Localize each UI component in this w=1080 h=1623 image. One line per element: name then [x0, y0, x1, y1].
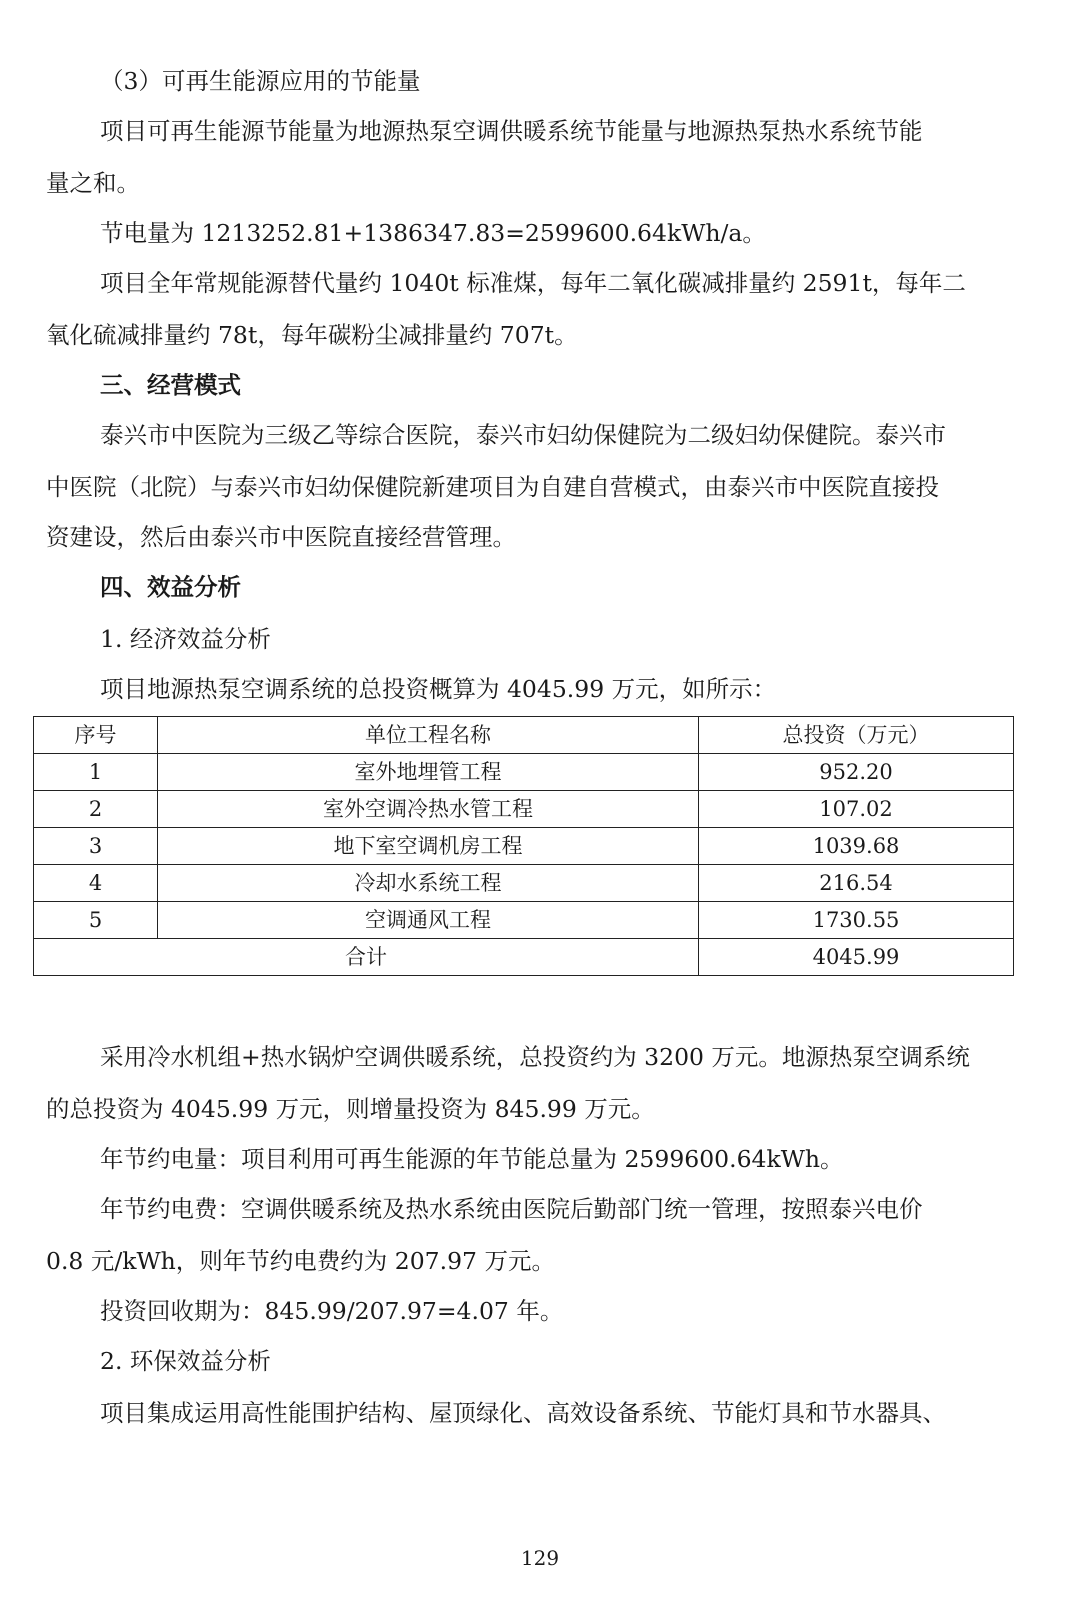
row-investment: 1039.68: [699, 828, 1014, 865]
row-item-name: 空调通风工程: [158, 902, 699, 939]
subsection-heading-environmental: 2. 环保效益分析: [100, 1347, 271, 1375]
paragraph-line: 节电量为 1213252.81+1386347.83=2599600.64kWh/a。: [100, 219, 766, 247]
row-index: 2: [34, 791, 158, 828]
paragraph-line: 0.8 元/kWh，则年节约电费约为 207.97 万元。: [46, 1247, 555, 1275]
paragraph-line: 年节约电费：空调供暖系统及热水系统由医院后勤部门统一管理，按照泰兴电价: [100, 1195, 923, 1223]
table-row: [34, 754, 1014, 791]
paragraph-line: 资建设，然后由泰兴市中医院直接经营管理。: [46, 523, 516, 551]
table-row: [34, 902, 1014, 939]
paragraph-line: 项目地源热泵空调系统的总投资概算为 4045.99 万元，如所示：: [100, 675, 777, 703]
row-investment: 107.02: [699, 791, 1014, 828]
row-item-name: 冷却水系统工程: [158, 865, 699, 902]
row-index: 1: [34, 754, 158, 791]
paragraph-line: 项目全年常规能源替代量约 1040t 标准煤，每年二氧化碳减排量约 2591t，每年二: [100, 269, 966, 297]
row-index: 4: [34, 865, 158, 902]
subsection-heading-renewable-savings: （3）可再生能源应用的节能量: [100, 67, 421, 95]
row-index: 3: [34, 828, 158, 865]
table-row: [34, 865, 1014, 902]
paragraph-line: 投资回收期为：845.99/207.97=4.07 年。: [100, 1297, 564, 1325]
row-item-name: 地下室空调机房工程: [158, 828, 699, 865]
paragraph-line: 量之和。: [46, 169, 140, 197]
row-item-name: 室外地埋管工程: [158, 754, 699, 791]
paragraph-line: 采用冷水机组+热水锅炉空调供暖系统，总投资约为 3200 万元。地源热泵空调系统: [100, 1043, 970, 1071]
paragraph-line: 的总投资为 4045.99 万元，则增量投资为 845.99 万元。: [46, 1095, 655, 1123]
row-investment: 952.20: [699, 754, 1014, 791]
table-total-row: [34, 939, 1014, 976]
header-cell: 总投资（万元）: [699, 717, 1014, 754]
header-cell: 单位工程名称: [158, 717, 699, 754]
total-value: 4045.99: [699, 939, 1014, 976]
row-item-name: 室外空调冷热水管工程: [158, 791, 699, 828]
page-number: 129: [520, 1546, 560, 1570]
row-investment: 216.54: [699, 865, 1014, 902]
header-cell: 序号: [34, 717, 158, 754]
investment-table: [33, 716, 1014, 976]
paragraph-line: 氧化硫减排量约 78t，每年碳粉尘减排量约 707t。: [46, 321, 578, 349]
table-row: [34, 828, 1014, 865]
paragraph-line: 项目集成运用高性能围护结构、屋顶绿化、高效设备系统、节能灯具和节水器具、: [100, 1399, 946, 1427]
paragraph-line: 项目可再生能源节能量为地源热泵空调供暖系统节能量与地源热泵热水系统节能: [100, 117, 923, 145]
paragraph-line: 泰兴市中医院为三级乙等综合医院，泰兴市妇幼保健院为二级妇幼保健院。泰兴市: [100, 421, 946, 449]
total-label: 合计: [34, 939, 699, 976]
row-index: 5: [34, 902, 158, 939]
section-heading-business-model: 三、经营模式: [100, 371, 241, 399]
paragraph-line: 中医院（北院）与泰兴市妇幼保健院新建项目为自建自营模式，由泰兴市中医院直接投: [46, 473, 939, 501]
row-investment: 1730.55: [699, 902, 1014, 939]
table-header-row: [34, 717, 1014, 754]
section-heading-benefit-analysis: 四、效益分析: [100, 573, 241, 601]
subsection-heading-economic: 1. 经济效益分析: [100, 625, 271, 653]
paragraph-line: 年节约电量：项目利用可再生能源的年节能总量为 2599600.64kWh。: [100, 1145, 844, 1173]
table-row: [34, 791, 1014, 828]
